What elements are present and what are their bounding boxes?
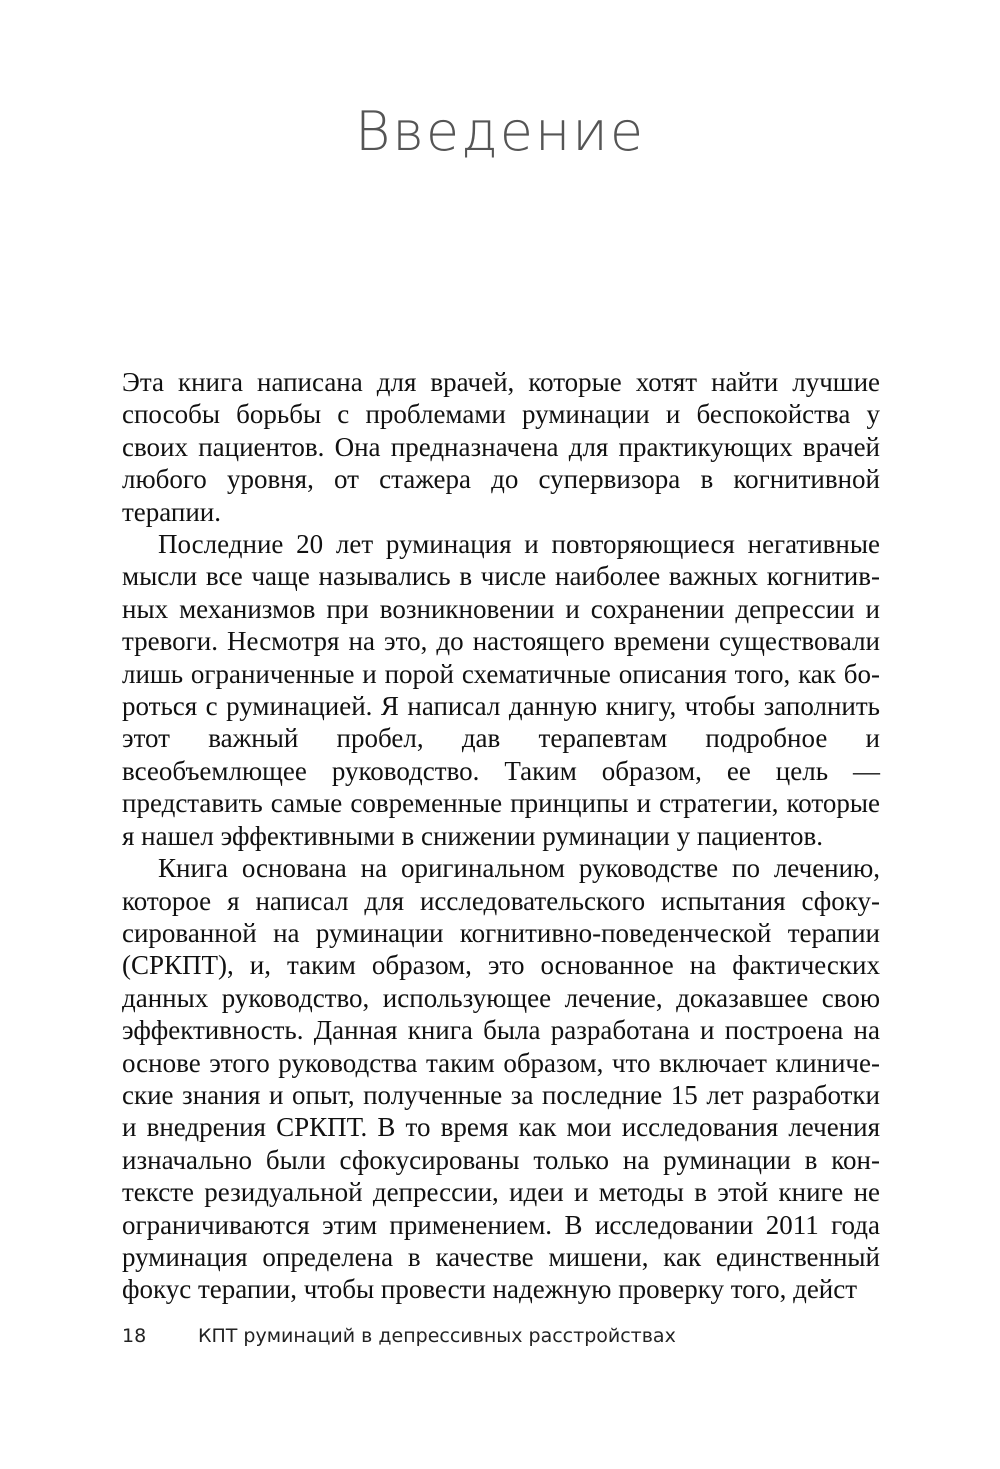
- page-number: 18: [122, 1325, 147, 1347]
- page-footer: [122, 1325, 882, 1347]
- paragraph: Эта книга написана для врачей, которые хотят найти лучшие способы борьбы с проблемами руминации и беспокойства у своих пациентов. Она предназначена для практикующих врачей любого уровня, от стажера до супервизора в когнитивной терапии.: [122, 367, 880, 527]
- running-title: КПТ руминаций в депрессивных расстройствах: [198, 1325, 676, 1347]
- chapter-title: Введение: [354, 100, 646, 163]
- paragraph: Последние 20 лет руминация и повторяющиеся негативные мысли все чаще назывались в числе наиболее важных когнитивных механизмов при возникновении и сохранении депрессии и тревоги. Несмотря на это, до настоящего времени существовали лишь ограниченные и порой схематичные описания того, как бороться с руминацией. Я написал данную книгу, чтобы заполнить этот важный пробел, дав терапевтам подробное и всеобъемлющее руководство. Таким образом, ее цель — представить самые современные принципы и стратегии, которые я нашел эффективными в снижении руминации у пациентов.: [122, 529, 880, 851]
- body-text: [122, 366, 880, 1306]
- paragraph: Книга основана на оригинальном руководстве по лечению, которое я написал для исследовательского испытания сфокусированной на руминации когнитивно-поведенческой терапии (СРКПТ), и, таким образом, это основанное на фактических данных руководство, использующее лечение, доказавшее свою эффективность. Данная книга была разработана и построена на основе этого руководства таким образом, что включает клинические знания и опыт, полученные за последние 15 лет разработки и внедрения СРКПТ. В то время как мои исследования лечения изначально были сфокусированы только на руминации в контексте резидуальной депрессии, идеи и методы в этой книге не ограничиваются этим применением. В исследовании 2011 года руминация определена в качестве мишени, как единственный фокус терапии, чтобы провести надежную проверку того, дейст: [122, 853, 880, 1305]
